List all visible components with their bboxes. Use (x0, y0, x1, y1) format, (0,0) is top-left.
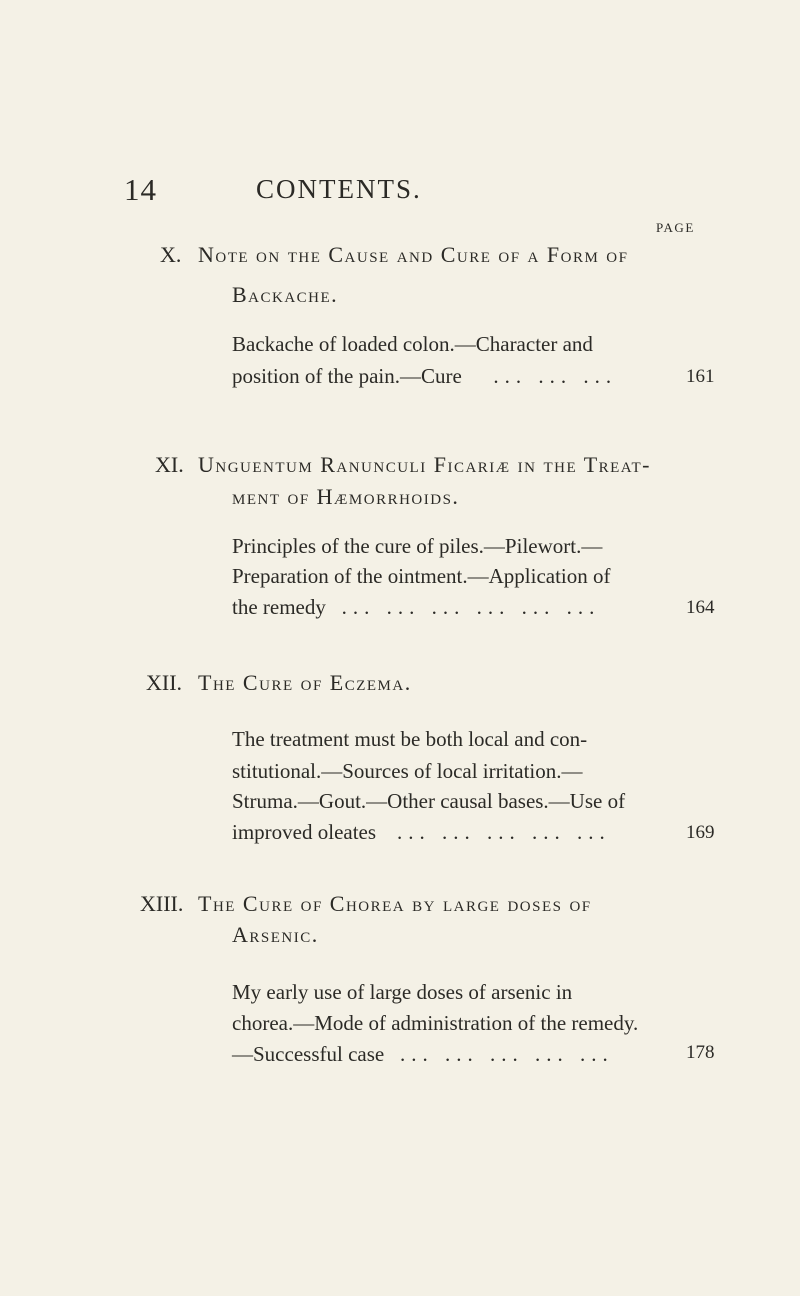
leader-dots: ... ... ... ... ... (397, 820, 611, 844)
chapter-numeral: XIII. (140, 891, 184, 916)
chapter-title-line: The Cure of Chorea by large doses of (198, 891, 592, 916)
page-number: 14 (124, 172, 157, 207)
leader-dots: ... ... ... ... ... ... (341, 595, 601, 619)
summary-line (232, 1042, 614, 1067)
leader-dots: ... ... ... ... ... (399, 1042, 614, 1066)
page-reference: 169 (686, 822, 715, 843)
page-reference: 164 (686, 597, 715, 618)
summary-line-text: position of the pain.—Cure (232, 364, 462, 388)
summary-line (232, 364, 617, 389)
leader-dots: ... ... ... (493, 364, 618, 388)
chapter-numeral: XII. (146, 670, 183, 695)
page-reference: 178 (686, 1042, 715, 1063)
page-header (124, 172, 684, 212)
summary-line (232, 820, 611, 845)
chapter-title-line: Backache. (232, 282, 339, 307)
summary-line: Struma.—Gout.—Other causal bases.—Use of (232, 789, 626, 813)
summary-line: Backache of loaded colon.—Character and (232, 332, 593, 356)
chapter-title-line: Unguentum Ranunculi Ficariæ in the Treat- (198, 452, 651, 477)
summary-line: My early use of large doses of arsenic in (232, 980, 573, 1004)
chapter-title-line: The Cure of Eczema. (198, 670, 412, 695)
chapter-title-line: Arsenic. (232, 922, 319, 947)
chapter-title-line: Note on the Cause and Cure of a Form of (198, 242, 629, 267)
chapter-numeral: XI. (155, 452, 184, 477)
summary-line: Principles of the cure of piles.—Pilewort.— (232, 534, 603, 558)
summary-line: The treatment must be both local and con- (232, 727, 588, 751)
summary-line: Preparation of the ointment.—Application of (232, 564, 611, 588)
page-column-label: PAGE (656, 220, 695, 235)
chapter-numeral: X. (160, 242, 182, 267)
summary-line: stitutional.—Sources of local irritation.— (232, 759, 583, 783)
summary-line-text: —Successful case (232, 1042, 385, 1066)
summary-line-text: improved oleates (232, 820, 377, 844)
summary-line (232, 595, 600, 620)
summary-line-text: the remedy (232, 595, 326, 619)
summary-line: chorea.—Mode of administration of the remedy. (232, 1011, 639, 1035)
chapter-title-line: ment of Hæmorrhoids. (232, 484, 460, 509)
page-reference: 161 (686, 366, 715, 387)
running-title: CONTENTS. (256, 174, 422, 204)
